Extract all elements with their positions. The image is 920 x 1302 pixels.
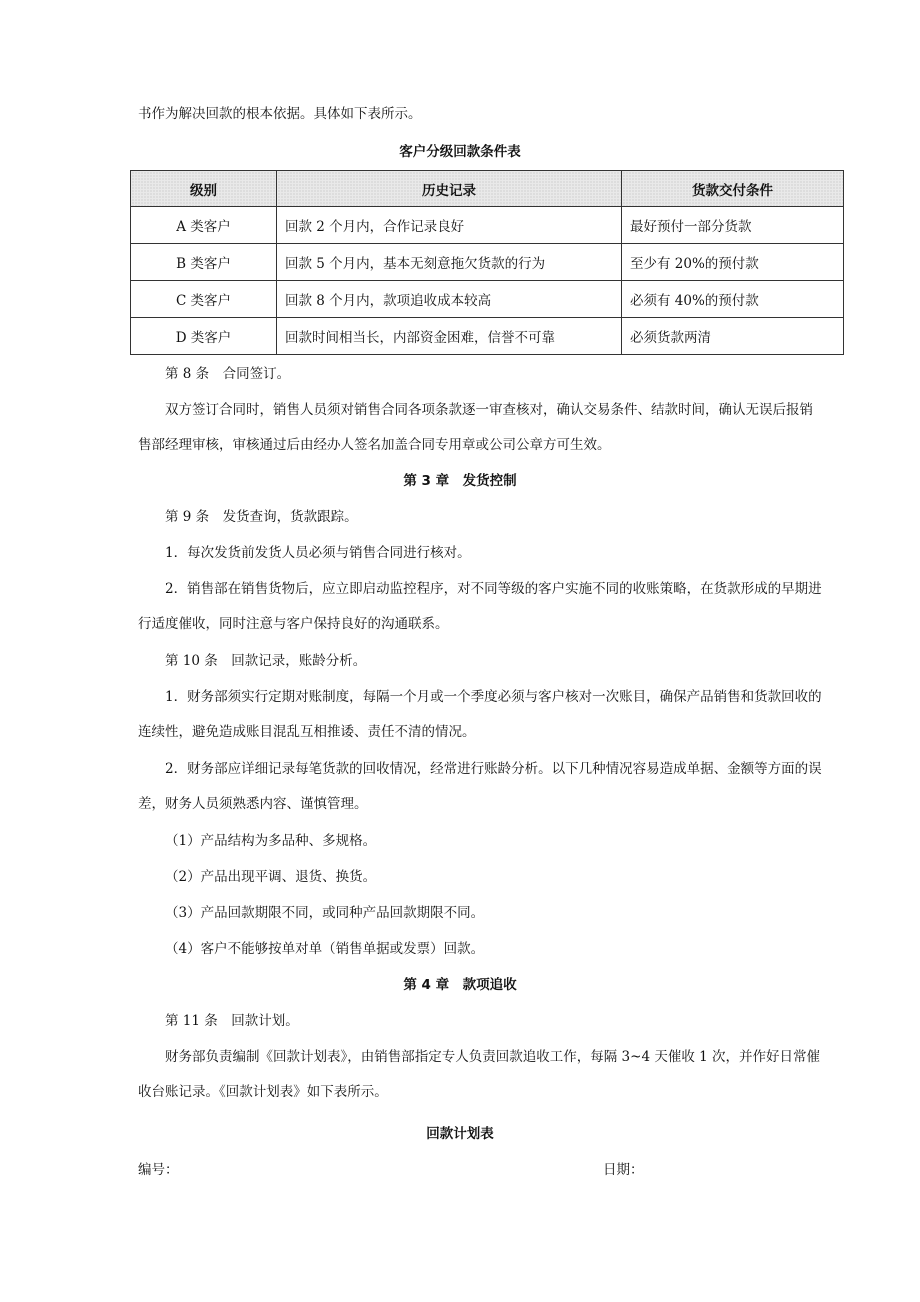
list-item: （4）客户不能够按单对单（销售单据或发票）回款。 [165,941,485,957]
list-item: （1）产品结构为多品种、多规格。 [165,833,377,849]
list-item: （3）产品回款期限不同，或同种产品回款期限不同。 [165,905,485,921]
cell-history: 回款时间相当长，内部资金困难，信誉不可靠 [277,318,622,355]
cell-history: 回款 5 个月内，基本无刻意拖欠货款的行为 [277,244,622,281]
article-8-paragraph-line2: 售部经理审核，审核通过后由经办人签名加盖合同专用章或公司公章方可生效。 [138,437,611,453]
cell-grade: B 类客户 [131,244,277,281]
table-row [131,207,844,244]
cell-history: 回款 2 个月内，合作记录良好 [277,207,622,244]
cell-payment-terms: 必须货款两清 [622,318,844,355]
cell-history: 回款 8 个月内，款项追收成本较高 [277,281,622,318]
article-9-item-1: 1．每次发货前发货人员必须与销售合同进行核对。 [165,545,471,561]
table-row [131,281,844,318]
article-10-item-1-line2: 连续性，避免造成账目混乱互相推诿、责任不清的情况。 [138,724,476,740]
table-row [131,244,844,281]
cell-payment-terms: 必须有 40%的预付款 [622,281,844,318]
article-10-item-1-line1: 1．财务部须实行定期对账制度，每隔一个月或一个季度必须与客户核对一次账目，确保产品销售和货款回收的 [165,689,822,705]
table-title-payment-plan: 回款计划表 [426,1126,494,1142]
article-11-paragraph-line1: 财务部负责编制《回款计划表》，由销售部指定专人负责回款追收工作，每隔 3~4 天催收 1 次，并作好日常催 [165,1049,820,1065]
table-row [131,318,844,355]
chapter-3-heading: 第 3 章 发货控制 [403,473,517,489]
article-10-item-2-line1: 2．财务部应详细记录每笔货款的回收情况，经常进行账龄分析。以下几种情况容易造成单据、金额等方面的误 [165,761,822,777]
header-payment-terms: 货款交付条件 [622,171,844,207]
table-header-row [131,171,844,207]
article-9-heading: 第 9 条 发货查询，货款跟踪。 [165,509,358,525]
article-10-item-2-line2: 差，财务人员须熟悉内容、谨慎管理。 [138,796,368,812]
article-8-heading: 第 8 条 合同签订。 [165,366,291,382]
cell-payment-terms: 最好预付一部分货款 [622,207,844,244]
article-8-paragraph-line1: 双方签订合同时，销售人员须对销售合同各项条款逐一审查核对，确认交易条件、结款时间，确认无误后报销 [165,402,813,418]
list-item: （2）产品出现平调、退货、换货。 [165,869,377,885]
cell-grade: D 类客户 [131,318,277,355]
date-label: 日期： [603,1162,644,1178]
article-10-heading: 第 10 条 回款记录，账龄分析。 [165,653,367,669]
article-9-item-2-line1: 2．销售部在销售货物后，应立即启动监控程序，对不同等级的客户实施不同的收账策略，在货款形成的早期进 [165,581,822,597]
cell-grade: C 类客户 [131,281,277,318]
article-11-heading: 第 11 条 回款计划。 [165,1013,299,1029]
article-11-paragraph-line2: 收台账记录。《回款计划表》如下表所示。 [138,1084,388,1100]
cell-grade: A 类客户 [131,207,277,244]
chapter-4-heading: 第 4 章 款项追收 [403,977,517,993]
table-title-customer-grades: 客户分级回款条件表 [399,144,521,160]
header-history: 历史记录 [277,171,622,207]
header-grade: 级别 [131,171,277,207]
number-label: 编号： [138,1162,179,1178]
intro-text: 书作为解决回款的根本依据。具体如下表所示。 [138,106,422,122]
cell-payment-terms: 至少有 20%的预付款 [622,244,844,281]
article-9-item-2-line2: 行适度催收，同时注意与客户保持良好的沟通联系。 [138,616,449,632]
customer-grade-table [130,170,844,355]
